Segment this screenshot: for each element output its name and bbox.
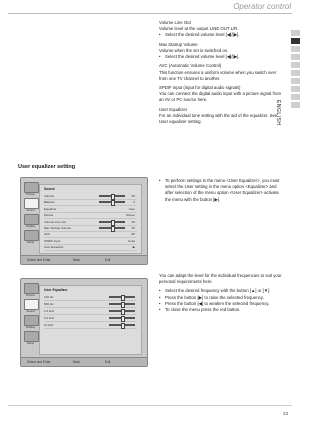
menu-row[interactable] (44, 309, 137, 315)
heading-max-startup: Max Startup Volume (159, 41, 198, 47)
row-label: Max Startup Volume (44, 226, 72, 230)
menu-row[interactable] (44, 194, 137, 200)
row-label: Volume Line Out (44, 219, 67, 224)
icon-label: Display (25, 224, 36, 228)
right-column-mid: • To perform settings in the menu <User Equalizer>, you must select the User setting in the menu option <Equalizer> and after selection of the menu option <User Equalizer> activate the menu with the button [▶]. (159, 178, 283, 203)
level-slider[interactable] (109, 317, 135, 319)
menu-row[interactable] (44, 245, 137, 251)
row-value: Coax (127, 238, 135, 243)
sound-menu-screenshot (20, 177, 148, 265)
slider-knob[interactable] (121, 323, 125, 329)
footer-back: Back (73, 360, 81, 364)
row-label: SPDIF Input (44, 238, 61, 243)
menu-title: User Equalizer (44, 288, 68, 292)
row-label: Equalizer (44, 206, 57, 211)
footer-back: Back (73, 258, 81, 262)
text: You can connect the digital audio input with a picture signal from an AV or PC source here. (159, 91, 282, 103)
slider-knob[interactable] (121, 302, 125, 308)
bullet: Select the desired volume level [◀]/[▶]. (165, 54, 240, 60)
menu-row[interactable] (44, 316, 137, 322)
intro-text: You can adapt the level for the individual frequencies to suit your personal requirements here. (159, 273, 282, 285)
icon-label: Setup (26, 341, 35, 345)
row-label: 5.0 kHz (44, 316, 55, 320)
icon-label: Setup (26, 240, 35, 244)
heading-user-eq: User Equalizer (159, 106, 188, 112)
row-value: 0 (133, 200, 135, 205)
menu-row[interactable] (44, 200, 137, 206)
level-slider[interactable] (109, 296, 135, 298)
menu-row[interactable] (44, 323, 137, 329)
row-label: 500 Hz (44, 302, 54, 306)
row-value: 50 (131, 226, 135, 230)
menu-row[interactable] (44, 295, 137, 301)
language-tabs (291, 30, 300, 110)
text: This function ensures a uniform volume when you switch over from one TV channel to another. (159, 69, 277, 81)
row-label: User Equalizer (44, 245, 64, 250)
section-title: User equalizer setting (18, 164, 76, 170)
menu-row[interactable] (44, 232, 137, 238)
user-equalizer-menu-screenshot (20, 278, 148, 367)
row-label: Volume (44, 194, 55, 198)
menu-row[interactable] (44, 220, 137, 226)
row-value: Stereo (126, 213, 135, 218)
menu-row[interactable] (44, 207, 137, 213)
level-slider[interactable] (99, 195, 125, 197)
icon-label: Sound (26, 309, 35, 313)
icon-label: Sound (26, 208, 35, 212)
level-slider[interactable] (109, 303, 135, 305)
row-label: Modus (44, 213, 54, 218)
level-slider[interactable] (109, 324, 135, 326)
icon-label: Picture (26, 192, 35, 196)
bullet: To perform settings in the menu <User Equalizer>, you must select the User setting in the menu option <Equalizer> and after selection of the menu option <User Equalizer> activate the menu with the button [▶]. (165, 178, 280, 202)
right-column-low: You can adapt the level for the individual frequencies to suit your personal requirements here. • Select the desired frequency with the button [▲] or [▼]. • Press the button [▶] to raise the selected frequency. • Press the button [◀] to weaken the selected frequency. • To close the menu press the red button. (159, 273, 282, 313)
text: Volume when the set is switched on. (159, 47, 229, 53)
footer-select: Select and Enter (27, 258, 51, 262)
slider-knob[interactable] (121, 309, 125, 315)
side-language-label: ENGLISH (274, 100, 281, 126)
slider-knob[interactable] (111, 200, 115, 206)
text: For an individual tone setting with the aid of the equalizer. See User equalizer setting. (159, 112, 278, 125)
right-column-top: Volume Line Out Volume level at the output LINE OUT L/R. • Select the desired volume level [◀]/[▶]. Max Startup Volume Volume when the set is switched on. • Select the desired volume level [◀]/[▶]. AVC (Automatic Volume Control) This function ensures a uniform volume when you switch over from one TV channel to another. SPDIF input (input for digital audio signals) You can connect the digital audio input with a picture signal from an AV or PC source here. User Equalizer For an individual tone setting with the aid of the equalizer. See User equalizer setting. (159, 20, 282, 125)
bullet: Press the button [▶] to raise the selected frequency. (165, 294, 264, 300)
bullet: Press the button [◀] to weaken the selected frequency. (165, 300, 270, 306)
user-equalizer-panel (39, 285, 142, 355)
footer-exit: Exit (105, 360, 111, 364)
icon-label: Display (25, 325, 36, 329)
slider-knob[interactable] (121, 316, 125, 322)
menu-title: Sound (44, 187, 55, 191)
row-label: Balance (44, 200, 55, 205)
row-label: 120 Hz (44, 295, 54, 299)
row-value: ▶ (132, 245, 135, 250)
footer-rule (8, 405, 292, 406)
row-label: AVC (44, 232, 50, 237)
level-slider[interactable] (99, 201, 125, 203)
level-slider[interactable] (99, 221, 125, 223)
slider-knob[interactable] (111, 194, 115, 200)
slider-knob[interactable] (111, 226, 115, 232)
header-title: Operator control (233, 2, 291, 11)
footer-exit: Exit (105, 258, 111, 262)
heading-volume-line-out: Volume Line Out (159, 20, 191, 25)
bullet: Select the desired volume level [◀]/[▶]. (165, 32, 240, 38)
slider-knob[interactable] (111, 220, 115, 226)
level-slider[interactable] (99, 227, 125, 229)
row-label: 10 kHz (44, 323, 54, 327)
sound-menu-panel (39, 184, 142, 254)
row-value: 50 (131, 219, 135, 224)
heading-spdif: SPDIF input (input for digital audio signals) (159, 84, 241, 90)
level-slider[interactable] (109, 310, 135, 312)
menu-row[interactable] (44, 302, 137, 308)
slider-knob[interactable] (121, 295, 125, 301)
icon-label: Picture (26, 293, 35, 297)
bullet: To close the menu press the red button. (165, 307, 241, 313)
menu-row[interactable] (44, 213, 137, 219)
bullet: Select the desired frequency with the button [▲] or [▼]. (165, 288, 271, 294)
row-value: Off (131, 232, 135, 237)
header-rule (8, 13, 292, 14)
menu-row[interactable] (44, 239, 137, 245)
footer-select: Select and Enter (27, 360, 51, 364)
menu-row[interactable] (44, 226, 137, 232)
row-label: 1.5 kHz (44, 309, 55, 313)
menu-footer (21, 255, 147, 264)
row-value: User (128, 206, 135, 211)
menu-footer (21, 357, 147, 366)
page-number: 23 (282, 411, 288, 416)
page-header (0, 0, 300, 14)
text: Volume level at the output LINE OUT L/R. (159, 26, 239, 32)
row-value: 50 (131, 194, 135, 198)
heading-avc: AVC (Automatic Volume Control) (159, 63, 222, 69)
